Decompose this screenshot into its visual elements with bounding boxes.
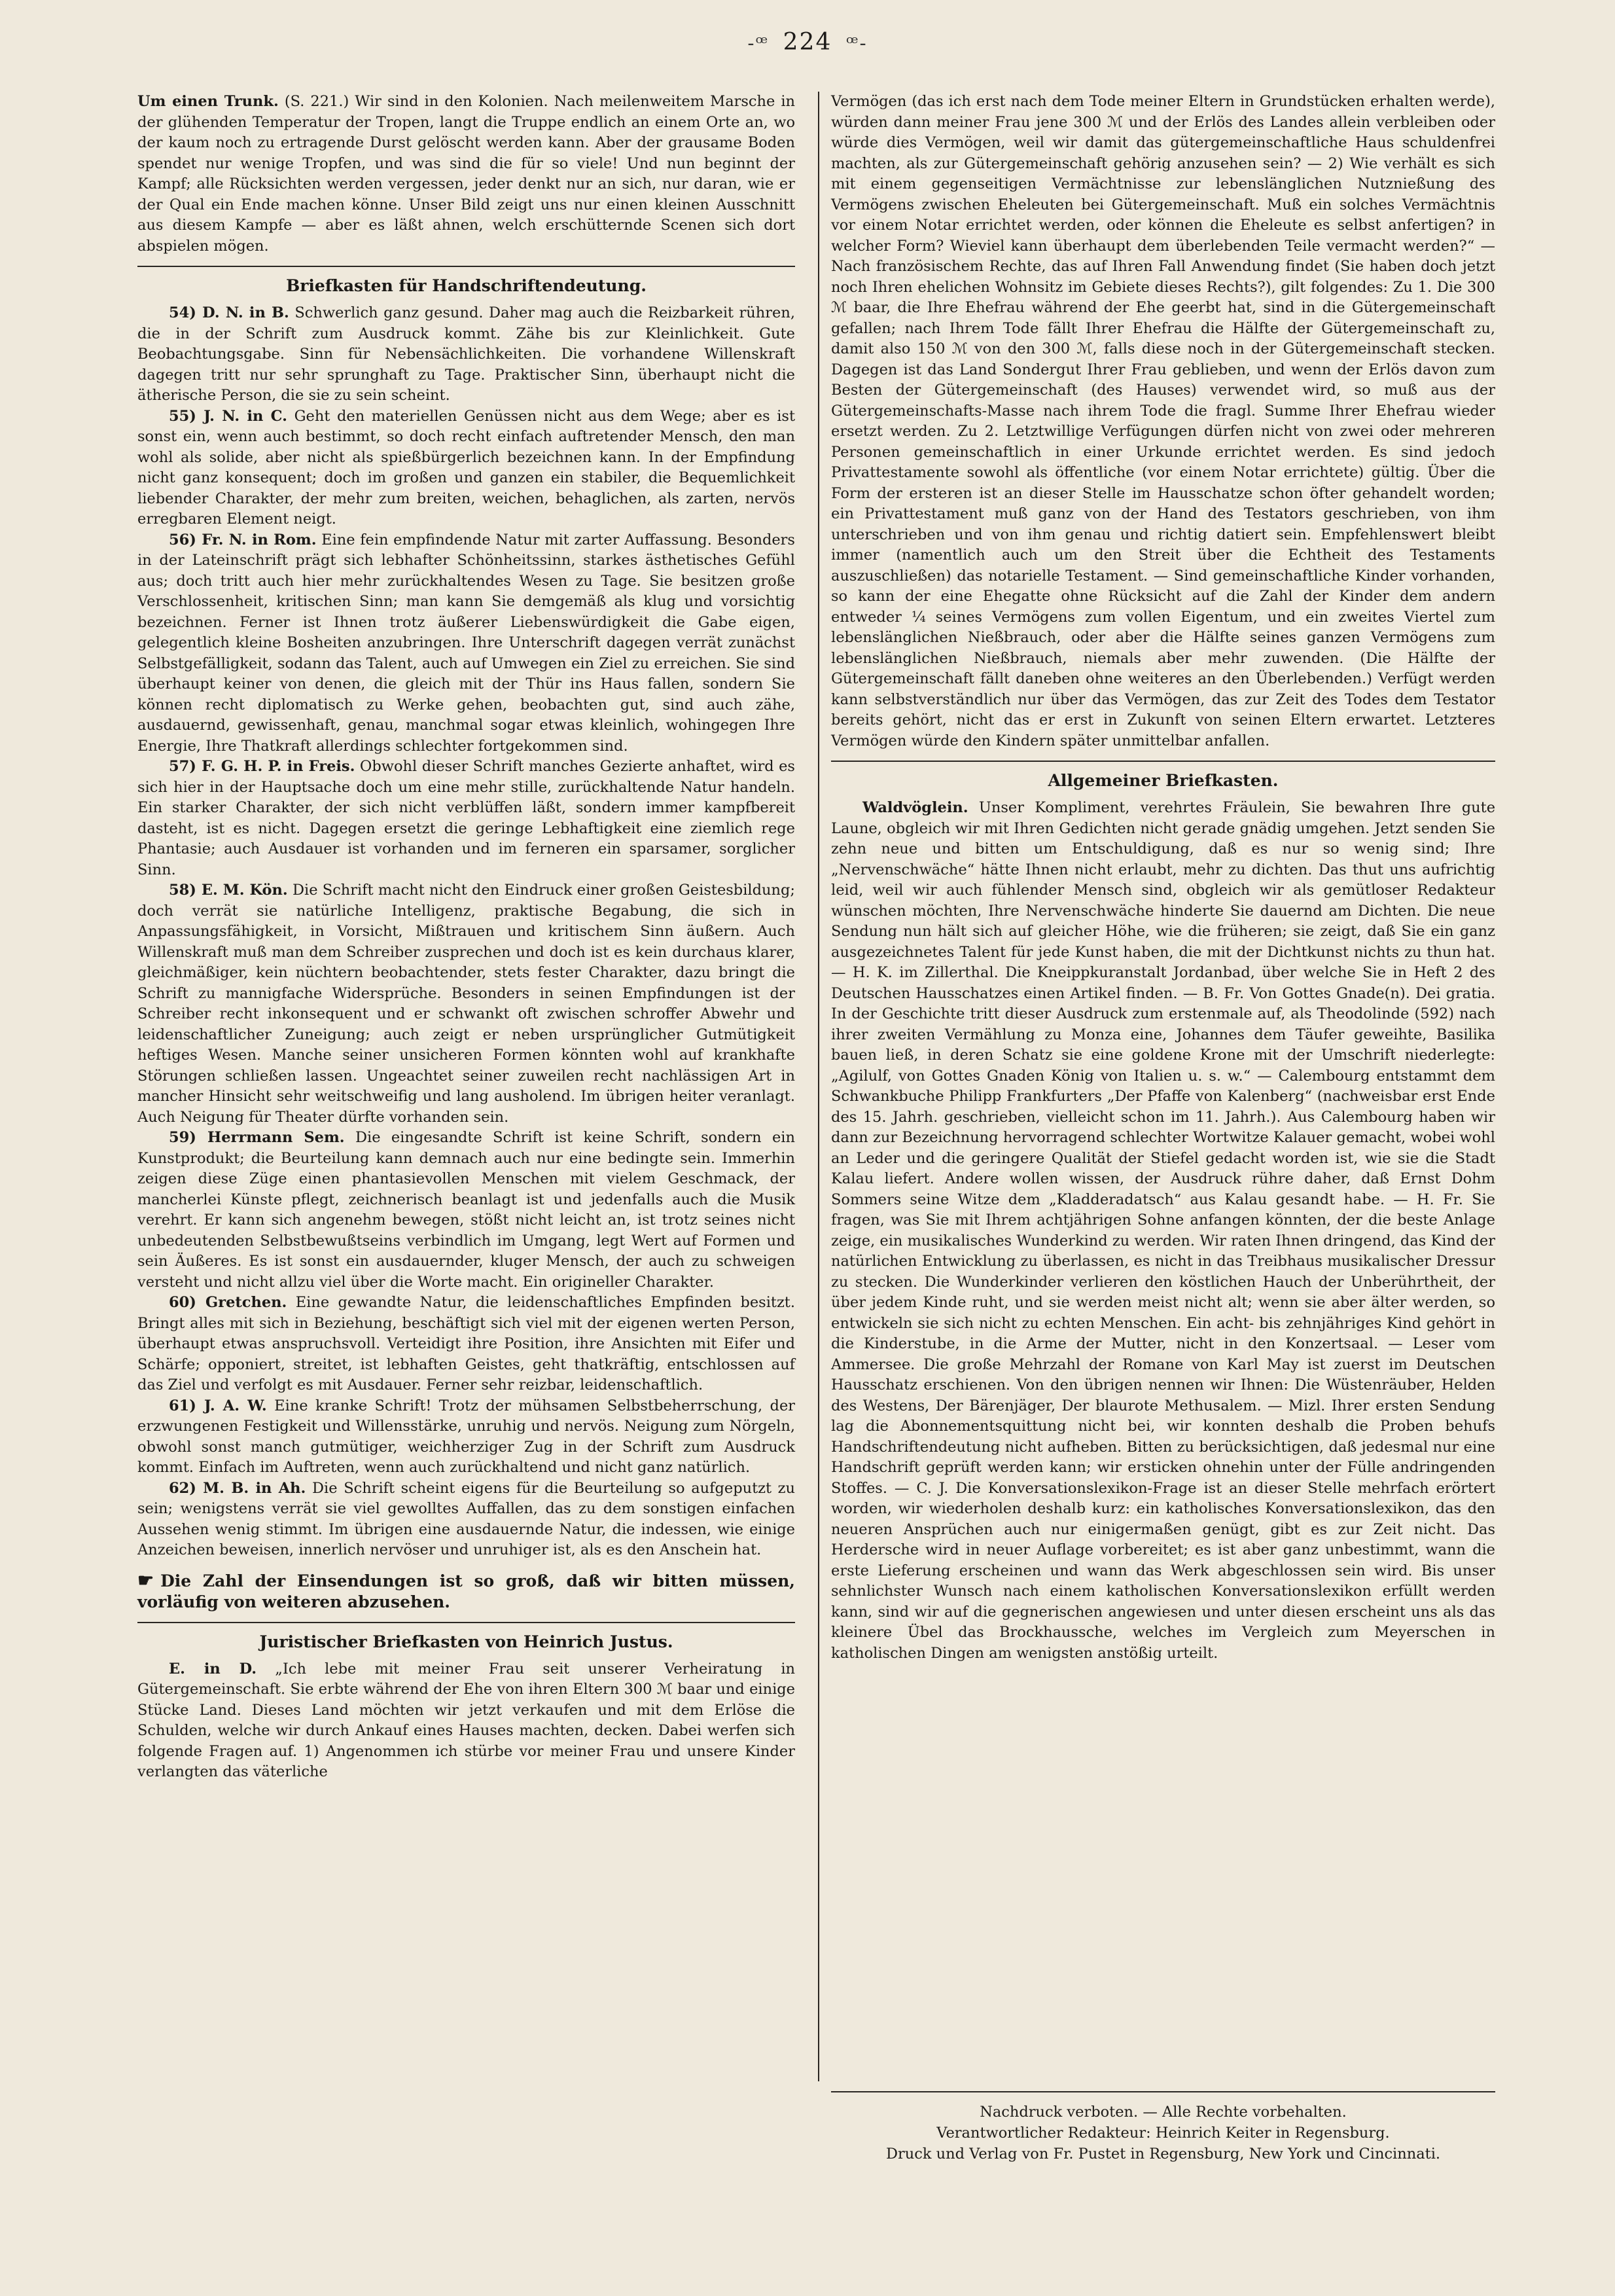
page-header	[0, 29, 1615, 56]
entry-62	[137, 1479, 795, 1561]
entry-body: Eine fein empfindende Natur mit zarter Auffassung. Besonders in der Lateinschrift prägt sich lebhafter Schönheitssinn, starkes ästhetisches Gefühl aus; doch tritt auch hier mehr zurückhaltendes Wesen zu Tage. Sie besitzen große Verschlossenheit, kritischen Sinn; man kann Sie demgemäß als klug und vorsichtig bezeichnen. Ferner ist Ihnen trotz äußerer Liebenswürdigkeit die Gabe eigen, gelegentlich kleine Bosheiten anzubringen. Ihre Unterschrift dagegen verrät zunächst Selbstgefälligkeit, sodann das Talent, auch auf Umwegen ein Ziel zu erreichen. Sie sind überhaupt keiner von denen, die gleich mit der Thür ins Haus fallen, sondern Sie können recht diplomatisch zu Werke gehen, beobachten gut, sind auch zähe, ausdauernd, gewissenhaft, genau, manchmal sogar etwas kleinlich, wohingegen Ihre Energie, Ihre Thatkraft allerdings schlechter fortgekommen sind.	[137, 531, 795, 755]
pointing-hand-icon: ☛	[137, 1569, 154, 1591]
section-heading-general: Allgemeiner Briefkasten.	[831, 761, 1495, 790]
entry-head: 57) F. G. H. P. in Freis.	[169, 758, 355, 775]
legal-question	[137, 1659, 795, 1783]
column-divider	[818, 92, 819, 2081]
entry-60	[137, 1293, 795, 1396]
intro-title: Um einen Trunk.	[137, 93, 279, 110]
notice-text: Die Zahl der Einsendungen ist so groß, daß wir bitten müssen, vorläufig von weiteren abzusehen.	[137, 1571, 795, 1611]
intro-paragraph	[137, 92, 795, 257]
entry-55	[137, 406, 795, 530]
entry-head: 58) E. M. Kön.	[169, 882, 288, 899]
general-body: Unser Kompliment, verehrtes Fräulein, Sie bewahren Ihre gute Laune, obgleich wir mit Ihren Gedichten nicht gerade gnädig umgehen. Jetzt senden Sie zehn neue und bitten um Entschuldigung, daß es nur so wenig sind; Ihre „Nervenschwäche“ hätte Ihnen nicht erlaubt, mehr zu dichten. Das thut uns aufrichtig leid, weil wir auch fühlender Mensch sind, obgleich wir als gemütloser Redakteur wünschen möchten, Ihre Nervenschwäche hinderte Sie dauernd am Dichten. Die neue Sendung nun hält sich auf gleicher Höhe, wie die früheren; sie zeigt, daß Sie ein ganz ausgezeichnetes Talent für jede Kunst haben, die mit der Dichtkunst nichts zu thun hat. — H. K. im Zillerthal. Die Kneippkuranstalt Jordanbad, über welche Sie in Heft 2 des Deutschen Hausschatzes einen Artikel finden. — B. Fr. Von Gottes Gnade(n). Dei gratia. In der Geschichte tritt dieser Ausdruck zum erstenmale auf, als Theodolinde (592) nach ihrer zweiten Vermählung zu Monza eine, Johannes dem Täufer geweihte, Basilika bauen ließ, in deren Schatz sie eine goldene Krone mit der Umschrift niederlegte: „Agilulf, von Gottes Gnaden König von Italien u. s. w.“ — Calembourg entstammt dem Schwankbuche Philipp Frankfurters „Der Pfaffe von Kalenberg“ (nachweisbar erst Ende des 15. Jahrh. geschrieben, vielleicht schon im 11. Jahrh.). Aus Calembourg haben wir dann zur Bezeichnung hervorragend schlechter Wortwitze Kalauer gemacht, wobei wohl an Leder und die geringere Qualität der Stiefel gedacht worden ist, wie sie die Stadt Kalau liefert. Andere wollen wissen, der Ausdruck rühre daher, daß Ernst Dohm Sommers seine Witze dem „Kladderadatsch“ aus Kalau gesandt habe. — H. Fr. Sie fragen, was Sie mit Ihrem achtjährigen Sohne anfangen könnten, der die beste Anlage zeige, ein musikalisches Wunderkind zu werden. Wir raten Ihnen dringend, das Kind der natürlichen Entwicklung zu überlassen, es nicht in das Treibhaus musikalischer Dressur zu stecken. Die Wunderkinder verlieren den köstlichen Hauch der Unberührtheit, der über jedem Kinde ruht, und sie werden meist nicht alt; wenn sie aber älter werden, so entwickeln sie sich nicht zu echten Menschen. Ein acht- bis zehnjähriges Kind gehört in die Kinderstube, in die Arme der Mutter, nicht in den Konzertsaal. — Leser vom Ammersee. Die große Mehrzahl der Romane von Karl May ist zuerst im Deutschen Hausschatz erschienen. Von den übrigen nennen wir Ihnen: Die Wüstenräuber, Helden des Westens, Der Bärenjäger, Der blaurote Methusalem. — Mizl. Ihrer ersten Sendung lag die Abonnementsquittung nicht bei, wir konnten deshalb die Proben behufs Handschriftendeutung nicht aufheben. Bitten zu berücksichtigen, daß jedesmal nur eine Handschrift geprüft werden kann; wir ersticken ohnehin unter der Fülle andringenden Stoffes. — C. J. Die Konversationslexikon-Frage ist an dieser Stelle mehrfach erörtert worden, wir wiederholen deshalb kurz: ein katholisches Konversationslexikon, das den neueren Ansprüchen auch nur einigermaßen genügt, gibt es zur Zeit nicht. Das Herdersche wird in neuer Auflage vorbereitet; es ist aber ganz unbestimmt, wann die erste Lieferung erscheinen und wann das Werk abgeschlossen sein wird. Bis unser sehnlichster Wunsch nach einem katholischen Konversationslexikon erfüllt werden kann, sind wir auf die gegnerischen angewiesen und unter diesen erscheint uns als das kleinere Übel das Brockhaussche, welches im Vergleich zum Meyerschen in katholischen Dingen am wenigsten anstößig urteilt.	[831, 799, 1496, 1662]
entry-body: Die Schrift macht nicht den Eindruck einer großen Geistesbildung; doch verrät sie natürliche Intelligenz, praktische Begabung, die sich in Anpassungsfähigkeit, in Vorsicht, Mißtrauen und kritischem Sinn äußern. Auch Willenskraft muß man dem Schreiber zusprechen und doch ist es kein durchaus klarer, gleichmäßiger, kein nüchtern beobachtender, stets fester Charakter, dazu bringt die Schrift zu mannigfache Widersprüche. Besonders in seinen Empfindungen ist der Schreiber recht inkonsequent und er schwankt oft zwischen schroffer Abwehr und leidenschaftlicher Zuneigung; auch zeigt er neben ursprünglicher Gutmütigkeit heftiges Wesen. Manche seiner unsicheren Formen könnten wohl auf krankhafte Störungen schließen lassen. Ungeachtet seiner zuweilen recht nachlässigen Art in mancher Hinsicht sehr weitschweifig und lang ausholend. Im übrigen heiter veranlagt. Auch Neigung für Theater dürfte vorhanden sein.	[137, 882, 795, 1126]
legal-continuation: Vermögen (das ich erst nach dem Tode meiner Eltern in Grundstücken erhalten werde), würden dann meiner Frau jene 300 ℳ und der Erlös des Landes allein verbleiben oder würde dies Vermögen, weil wir damit das gütergemeinschaftliche Haus schuldenfrei machten, als zur Gütergemeinschaft gehörig anzusehen sein? — 2) Wie verhält es sich mit einem gegenseitigen Vermächtnisse zur lebenslänglichen Nutznießung des Vermögens zwischen Eheleuten bei Gütergemeinschaft. Muß ein solches Vermächtnis vor einem Notar errichtet werden, oder können die Eheleute es selbst anfertigen? in welcher Form? Wieviel kann überhaupt dem überlebenden Teile vermacht werden?“ — Nach französischem Rechte, das auf Ihren Fall Anwendung findet (Sie haben doch jetzt noch Ihren ehelichen Wohnsitz im Gebiete dieses Rechts?), gilt folgendes: Zu 1. Die 300 ℳ baar, die Ihre Ehefrau während der Ehe geerbt hat, sind in die Gütergemeinschaft gefallen; nach Ihrem Tode fällt Ihrer Ehefrau die Hälfte der Gütergemeinschaft zu, damit also 150 ℳ von den 300 ℳ, falls diese noch in der Gütergemeinschaft stecken. Dagegen ist das Land Sondergut Ihrer Frau geblieben, und wenn der Erlös davon zum Besten der Gütergemeinschaft (des Hauses) verwendet wird, so muß aus der Gütergemeinschafts-Masse nach ihrem Tode die fragl. Summe Ihrer Ehefrau wieder ersetzt werden. Zu 2. Letztwillige Verfügungen dürfen nicht von zwei oder mehreren Personen gemeinschaftlich in einer Urkunde errichtet werden. Es sind jedoch Privattestamente sowohl als öffentliche (vor einem Notar errichtete) gültig. Über die Form der ersteren ist an dieser Stelle im Hausschatze schon öfter gehandelt worden; ein Privattestament muß ganz von der Hand des Testators geschrieben, von ihm unterschrieben und von ihm genau und richtig datiert sein. Empfehlenswert bleibt immer (namentlich auch um den Streit über die Echtheit des Testaments auszuschließen) das notarielle Testament. — Sind gemeinschaftliche Kinder vorhanden, so kann der eine Ehegatte ohne Rücksicht auf die Zahl der Kinder dem andern entweder ¼ seines Vermögens zum vollen Eigentum, und ein zweites Viertel zum lebenslänglichen Nießbrauch, oder aber die Hälfte seines ganzen Vermögens zum lebenslänglichen Nießbrauch, niemals aber mehr zuwenden. (Die Hälfte der Gütergemeinschaft fällt daneben ohne weiteres an den Überlebenden.) Verfügt werden kann selbstverständlich nur über das Vermögen, das zur Zeit des Todes dem Testator bereits gehört, nicht das er erst in Zukunft von seinen Eltern erwartet. Letzteres Vermögen würde den Kindern später unmittelbar anfallen.	[831, 93, 1495, 749]
imprint	[831, 2091, 1495, 2164]
imprint-editor: Verantwortlicher Redakteur: Heinrich Keiter in Regensburg.	[936, 2125, 1390, 2142]
entry-57	[137, 757, 795, 880]
entry-body: Geht den materiellen Genüssen nicht aus dem Wege; aber es ist sonst ein, wenn auch bestimmt, so doch recht einfach auftretender Mensch, den man wohl als solide, aber nicht als spießbürgerlich bezeichnen kann. In der Empfindung nicht ganz konsequent; doch im großen und ganzen ein stabiler, die Bequemlichkeit liebender Charakter, der mehr zum breiten, weichen, behaglichen, als zarten, nervös erregbaren Element neigt.	[137, 407, 795, 528]
imprint-publisher: Druck und Verlag von Fr. Pustet in Regensburg, New York und Cincinnati.	[885, 2145, 1441, 2162]
entry-body: Schwerlich ganz gesund. Daher mag auch die Reizbarkeit rühren, die in der Schrift zum Ausdruck kommt. Zähe bis zur Kleinlichkeit. Gute Beobachtungsgabe. Sinn für Nebensächlichkeiten. Die vorhandene Willenskraft dagegen tritt nur sehr sprunghaft zu Tage. Praktischer Sinn, überhaupt nicht die ätherische Person, die sie zu sein scheint.	[137, 304, 795, 404]
entry-61	[137, 1396, 795, 1479]
right-column	[831, 92, 1495, 1664]
entry-body: Eine gewandte Natur, die leidenschaftliches Empfinden besitzt. Bringt alles mit sich in Beziehung, beschäftigt sich viel mit der eigenen werten Person, überhaupt etwas anspruchsvoll. Verteidigt ihre Position, ihre Ansichten mit Eifer und Schärfe; opponiert, streitet, ist lebhaften Geistes, geht thatkräftig, entschlossen auf das Ziel und verfolgt es mit Ausdauer. Ferner sehr reizbar, leidenschaftlich.	[137, 1294, 795, 1393]
entry-head: 61) J. A. W.	[169, 1397, 267, 1414]
entry-head: 62) M. B. in Ah.	[169, 1479, 306, 1497]
submission-notice	[137, 1570, 795, 1613]
entry-56	[137, 530, 795, 757]
entry-54	[137, 303, 795, 406]
imprint-rights: Nachdruck verboten. — Alle Rechte vorbehalten.	[980, 2104, 1347, 2121]
entry-head: 56) Fr. N. in Rom.	[169, 531, 317, 548]
intro-body: (S. 221.) Wir sind in den Kolonien. Nach meilenweitem Marsche in der glühenden Temperatur der Tropen, langt die Truppe endlich an einem Orte an, wo der kaum noch zu ertragende Durst gelöscht werden kann. Aber der grausame Boden spendet nur wenige Tropfen, und was sind die für so viele! Und nun beginnt der Kampf; alle Rücksichten werden vergessen, jeder denkt nur an sich, nur daran, wie er der Qual ein Ende machen könne. Unser Bild zeigt uns nur einen kleinen Ausschnitt aus diesem Kampfe — aber es läßt ahnen, welch erschütternde Scenen sich dort abspielen mögen.	[137, 93, 796, 255]
entry-head: 54) D. N. in B.	[169, 304, 289, 321]
general-head: Waldvöglein.	[862, 799, 968, 816]
entry-head: 59) Herrmann Sem.	[169, 1129, 345, 1146]
legal-body: „Ich lebe mit meiner Frau seit unserer Verheiratung in Gütergemeinschaft. Sie erbte während der Ehe von ihren Eltern 300 ℳ baar und einige Stücke Land. Dieses Land möchten wir jetzt verkaufen und mit dem Erlöse die Schulden, welche wir durch Ankauf eines Hauses machten, decken. Dabei werfen sich folgende Fragen auf. 1) Angenommen ich stürbe vor meiner Frau und unsere Kinder verlangten das väterliche	[137, 1660, 796, 1780]
ornament-left: -ꟹ	[747, 32, 770, 55]
page-number: 224	[783, 29, 832, 56]
ornament-right: ꟹ-	[845, 32, 868, 55]
entry-58	[137, 880, 795, 1128]
entry-body: Die eingesandte Schrift ist keine Schrift, sondern ein Kunstprodukt; die Beurteilung kann demnach auch nur eine bedingte sein. Immerhin zeigen diese Züge einen phantasievollen Menschen mit vielem Geschmack, der mancherlei Künste pflegt, zeichnerisch beanlagt ist und jedenfalls auch die Musik verehrt. Er kann sich angenehm bewegen, stößt nicht leicht an, ist trotz seines nicht unbedeutenden Selbstbewußtseins verbindlich im Umgang, legt Wert auf Formen und sein Äußeres. Es ist sonst ein ausdauernder, kluger Mensch, der auch zu schweigen versteht und nicht allzu viel über die Worte macht. Ein origineller Charakter.	[137, 1129, 795, 1291]
entry-body: Die Schrift scheint eigens für die Beurteilung so aufgeputzt zu sein; wenigstens verrät sie viel gewolltes Auffallen, das zu dem sonstigen einfachen Aussehen wenig stimmt. Im übrigen eine ausdauernde Natur, die indessen, wie einige Anzeichen beweisen, innerlich nervöser und unruhiger ist, als es den Anschein hat.	[137, 1479, 796, 1558]
entry-body: Obwohl dieser Schrift manches Gezierte anhaftet, wird es sich hier in der Hauptsache doch um eine mehr stille, zurückhaltende Natur handeln. Ein starker Charakter, der sich nicht verblüffen läßt, sondern immer kampfbereit dasteht, ist es nicht. Dagegen ersetzt die geringe Lebhaftigkeit eine ziemlich rege Phantasie; auch Ausdauer ist vorhanden und im ferneren ein sparsamer, sorglicher Sinn.	[137, 758, 795, 878]
section-heading-legal: Juristischer Briefkasten von Heinrich Justus.	[137, 1622, 795, 1651]
section-heading-handwriting: Briefkasten für Handschriftendeutung.	[137, 266, 795, 295]
entry-head: 60) Gretchen.	[169, 1294, 287, 1311]
entry-59	[137, 1128, 795, 1293]
left-column	[137, 92, 795, 1783]
general-letters	[831, 798, 1495, 1664]
legal-head: E. in D.	[169, 1660, 257, 1677]
entry-head: 55) J. N. in C.	[169, 407, 287, 425]
entry-body: Eine kranke Schrift! Trotz der mühsamen Selbstbeherrschung, der erzwungenen Festigkeit und Willensstärke, unruhig und nervös. Neigung zum Nörgeln, obwohl sonst manch gutmütiger, weichherziger Zug in der Schrift zum Ausdruck kommt. Einfach im Auftreten, wenn auch zurückhaltend und nicht ganz natürlich.	[137, 1397, 796, 1476]
